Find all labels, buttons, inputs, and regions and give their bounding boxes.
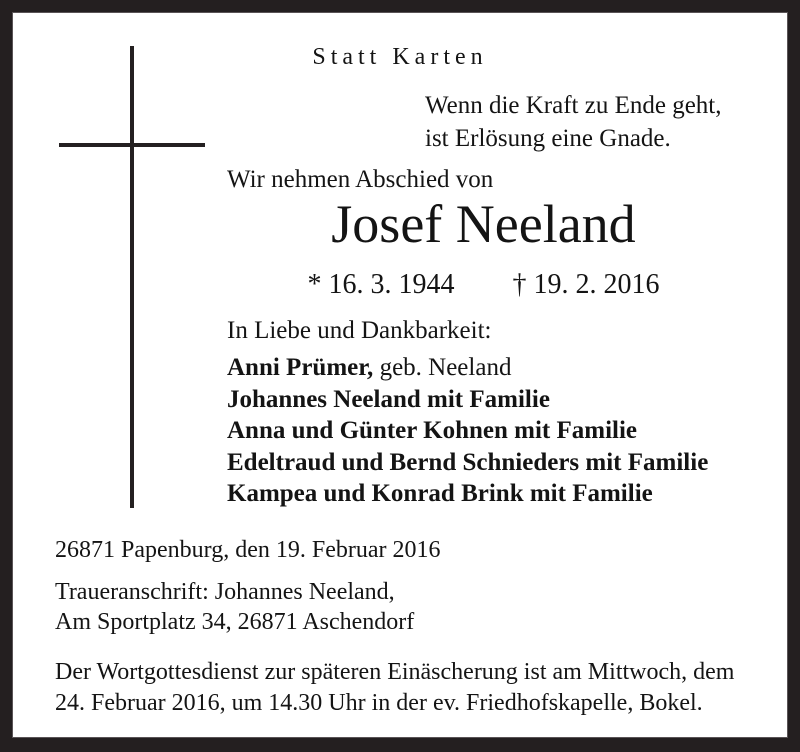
service-info [55, 657, 734, 719]
gratitude-line: In Liebe und Dankbarkeit: [227, 317, 492, 344]
life-dates [227, 269, 740, 301]
mourner-name: Kampea und Konrad Brink mit Familie [227, 480, 653, 507]
place-and-date: 26871 Papenburg, den 19. Februar 2016 [55, 537, 441, 563]
mourner-name: Edeltraud und Bernd Schnieders mit Familie [227, 448, 709, 476]
quote-line-1: Wenn die Kraft zu Ende geht, [425, 92, 722, 119]
farewell-intro: Wir nehmen Abschied von [227, 166, 494, 193]
mourner-line [227, 352, 708, 384]
mourner-name: Anni Prümer, [227, 354, 374, 381]
statt-karten-header: Statt Karten [312, 44, 488, 70]
mourner-line [227, 415, 708, 447]
deceased-name: Josef Neeland [331, 194, 636, 254]
address-line-2: Am Sportplatz 34, 26871 Aschendorf [55, 609, 415, 635]
service-line-1: Der Wortgottesdienst zur späteren Einäscherung ist am Mittwoch, dem [55, 659, 735, 685]
address-line-1: Traueranschrift: Johannes Neeland, [55, 579, 395, 605]
mourner-line [227, 447, 708, 479]
mourners-list [227, 352, 708, 510]
mourner-suffix: geb. Neeland [373, 354, 512, 381]
mourner-line [227, 384, 708, 416]
death-date: † 19. 2. 2016 [512, 269, 660, 300]
latin-cross-icon-crossbar [59, 143, 205, 147]
service-line-2: 24. Februar 2016, um 14.30 Uhr in der ev. Friedhofskapelle, Bokel. [55, 690, 703, 716]
mourner-name: Johannes Neeland mit Familie [227, 385, 550, 413]
mourner-line [227, 478, 708, 510]
mourning-address [55, 577, 414, 637]
obituary-card [13, 13, 787, 737]
mourner-name: Anna und Günter Kohnen mit Familie [227, 417, 638, 444]
birth-date: * 16. 3. 1944 [307, 269, 455, 300]
condolence-quote [425, 89, 721, 155]
latin-cross-icon [130, 46, 134, 508]
quote-line-2: ist Erlösung eine Gnade. [425, 125, 671, 152]
